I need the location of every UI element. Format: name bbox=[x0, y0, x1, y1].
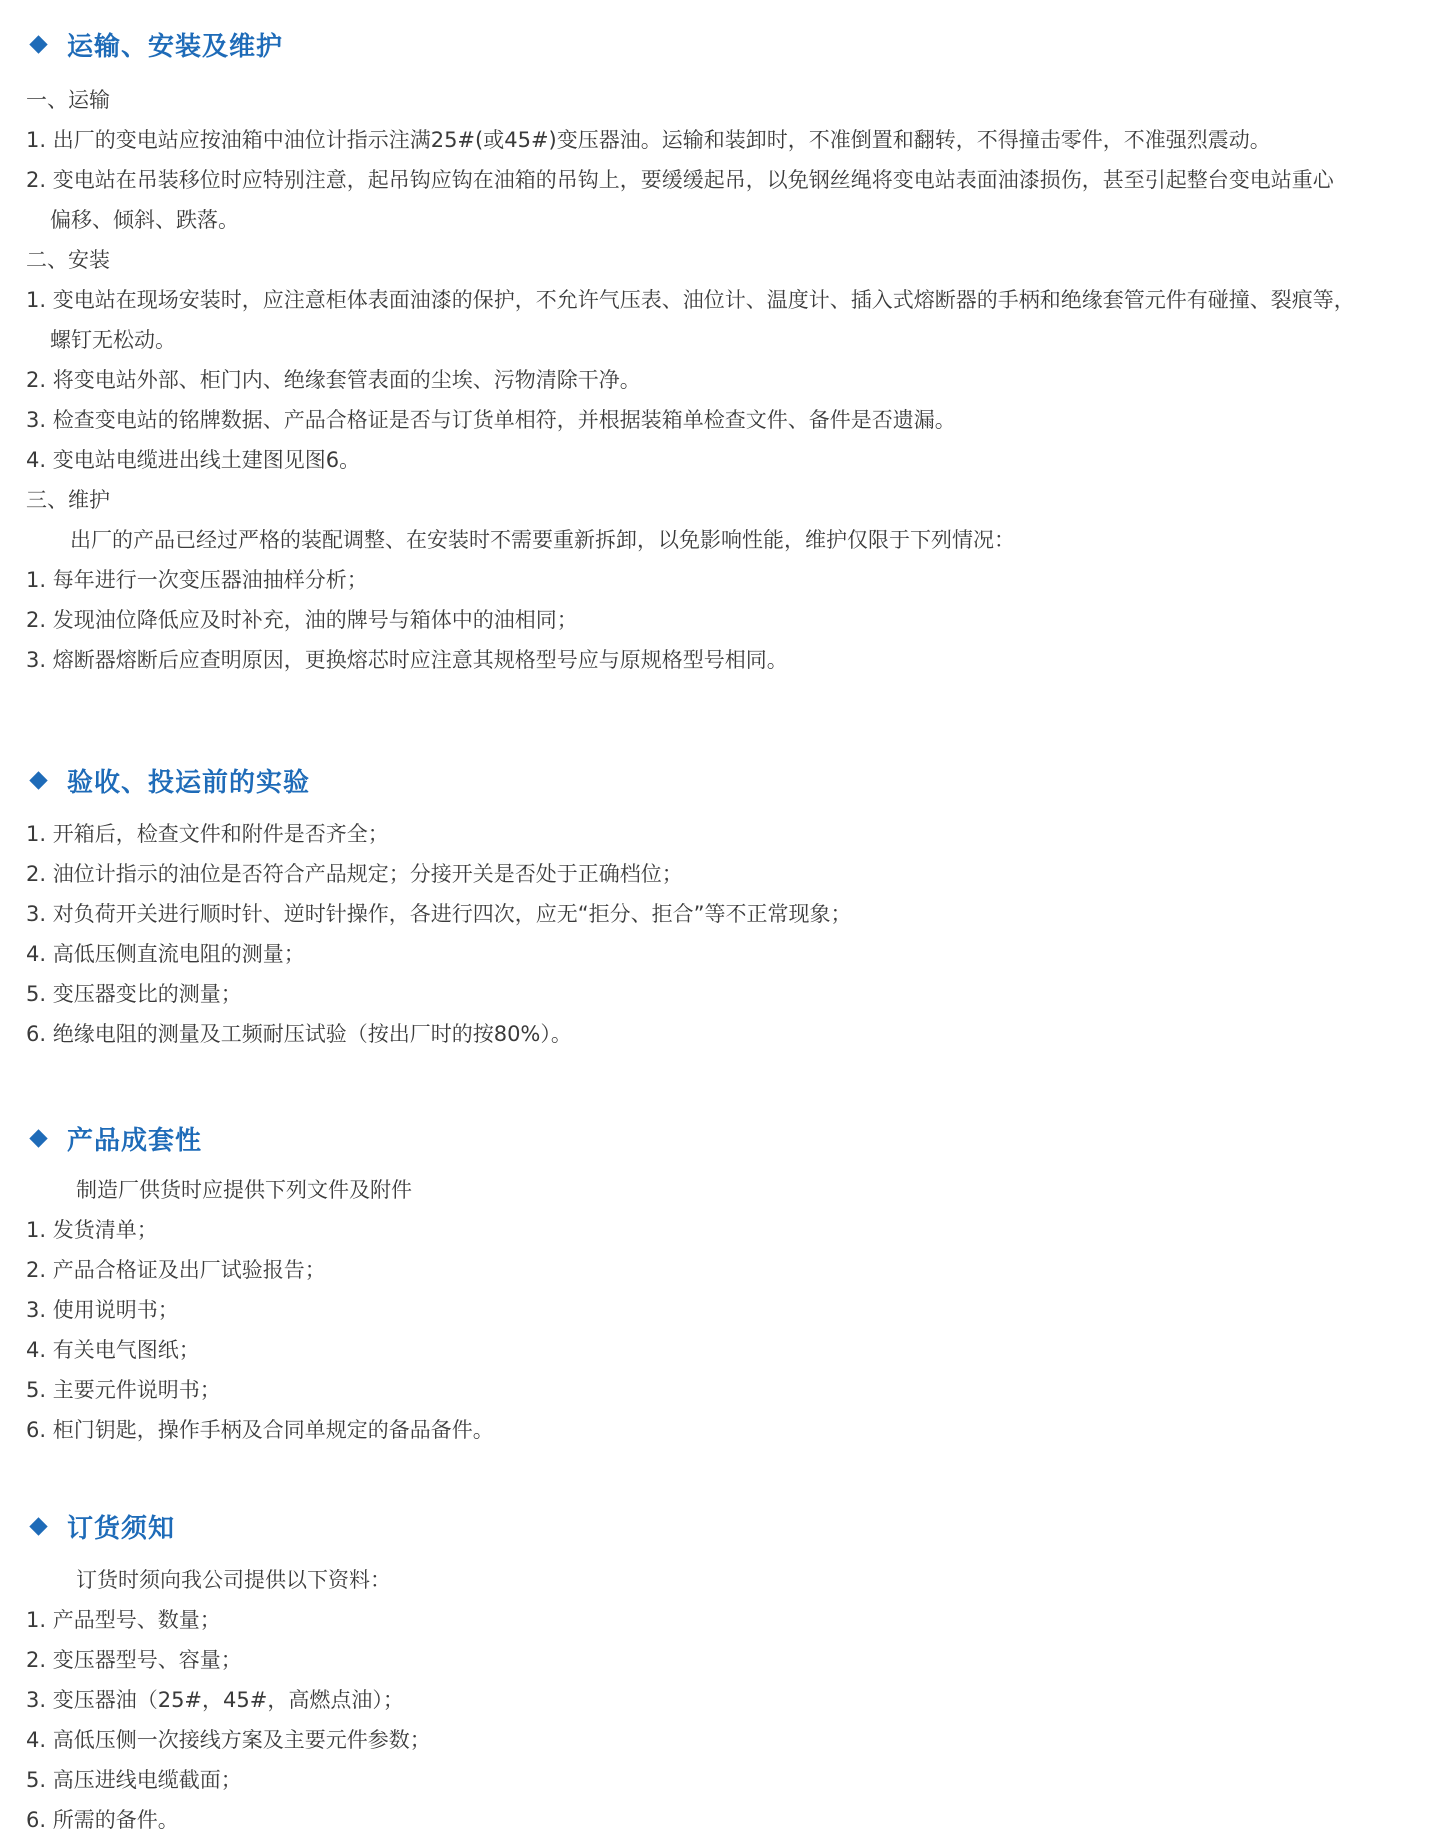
section-heading bbox=[26, 22, 1426, 66]
list-item: 2. 将变电站外部、柜门内、绝缘套管表面的尘埃、污物清除干净。 bbox=[26, 368, 641, 392]
section-title: 运输、安装及维护 bbox=[67, 31, 284, 62]
list-item: 2. 变电站在吊装移位时应特别注意，起吊钩应钩在油箱的吊钩上，要缓缓起吊，以免钢丝绳将变电站表面油漆损伤，甚至引起整台变电站重心 bbox=[26, 168, 1334, 192]
list-item: 3. 对负荷开关进行顺时针、逆时针操作，各进行四次，应无“拒分、拒合”等不正常现象； bbox=[26, 902, 852, 926]
list-item: 1. 发货清单； bbox=[26, 1218, 158, 1242]
list-item: 4. 高低压侧一次接线方案及主要元件参数； bbox=[26, 1728, 431, 1752]
section-heading bbox=[26, 1116, 1426, 1160]
list-item: 4. 高低压侧直流电阻的测量； bbox=[26, 942, 305, 966]
list-item: 3. 使用说明书； bbox=[26, 1298, 179, 1322]
list-item: 5. 高压进线电缆截面； bbox=[26, 1768, 242, 1792]
list-item: 3. 检查变电站的铭牌数据、产品合格证是否与订货单相符，并根据装箱单检查文件、备件是否遗漏。 bbox=[26, 408, 956, 432]
intro-paragraph: 制造厂供货时应提供下列文件及附件 bbox=[76, 1178, 412, 1202]
list-item: 4. 有关电气图纸； bbox=[26, 1338, 200, 1362]
list-item: 6. 柜门钥匙，操作手柄及合同单规定的备品备件。 bbox=[26, 1418, 494, 1442]
list-item: 5. 变压器变比的测量； bbox=[26, 982, 242, 1006]
section-title: 验收、投运前的实验 bbox=[67, 767, 311, 798]
list-item: 3. 变压器油（25#，45#，高燃点油）； bbox=[26, 1688, 404, 1712]
list-item: 1. 产品型号、数量； bbox=[26, 1608, 221, 1632]
list-item: 2. 发现油位降低应及时补充，油的牌号与箱体中的油相同； bbox=[26, 608, 578, 632]
list-item: 5. 主要元件说明书； bbox=[26, 1378, 221, 1402]
intro-paragraph: 订货时须向我公司提供以下资料： bbox=[76, 1568, 391, 1592]
list-item: 2. 变压器型号、容量； bbox=[26, 1648, 242, 1672]
intro-paragraph: 出厂的产品已经过严格的装配调整、在安装时不需要重新拆卸，以免影响性能，维护仅限于下列情况： bbox=[70, 528, 1015, 552]
list-item: 4. 变电站电缆进出线土建图见图6。 bbox=[26, 448, 361, 472]
section-title: 订货须知 bbox=[67, 1513, 176, 1544]
list-item: 3. 熔断器熔断后应查明原因，更换熔芯时应注意其规格型号应与原规格型号相同。 bbox=[26, 648, 788, 672]
section-acceptance-tests bbox=[26, 758, 1426, 1054]
section-heading bbox=[26, 1504, 1426, 1548]
subheading-maintain: 三、维护 bbox=[26, 488, 110, 512]
section-ordering-notes bbox=[26, 1504, 1426, 1840]
list-item-continuation: 偏移、倾斜、跌落。 bbox=[50, 208, 239, 232]
list-item-continuation: 螺钉无松动。 bbox=[50, 328, 176, 352]
list-item: 6. 绝缘电阻的测量及工频耐压试验（按出厂时的按80%）。 bbox=[26, 1022, 572, 1046]
list-item: 2. 产品合格证及出厂试验报告； bbox=[26, 1258, 326, 1282]
list-item: 1. 出厂的变电站应按油箱中油位计指示注满25#(或45#)变压器油。运输和装卸时，不准倒置和翻转，不得撞击零件，不准强烈震动。 bbox=[26, 128, 1271, 152]
diamond-bullet-icon bbox=[29, 1129, 47, 1147]
subheading-install: 二、安装 bbox=[26, 248, 110, 272]
subheading-transport: 一、运输 bbox=[26, 88, 110, 112]
list-item: 2. 油位计指示的油位是否符合产品规定；分接开关是否处于正确档位； bbox=[26, 862, 683, 886]
section-transport-install-maintain bbox=[26, 22, 1426, 680]
list-item: 1. 开箱后，检查文件和附件是否齐全； bbox=[26, 822, 389, 846]
section-title: 产品成套性 bbox=[67, 1125, 203, 1156]
diamond-bullet-icon bbox=[29, 35, 47, 53]
diamond-bullet-icon bbox=[29, 1517, 47, 1535]
list-item: 1. 每年进行一次变压器油抽样分析； bbox=[26, 568, 368, 592]
list-item: 6. 所需的备件。 bbox=[26, 1808, 179, 1832]
diamond-bullet-icon bbox=[29, 771, 47, 789]
section-product-completeness bbox=[26, 1116, 1426, 1450]
list-item: 1. 变电站在现场安装时，应注意柜体表面油漆的保护，不允许气压表、油位计、温度计、插入式熔断器的手柄和绝缘套管元件有碰撞、裂痕等， bbox=[26, 288, 1355, 312]
section-heading bbox=[26, 758, 1426, 802]
